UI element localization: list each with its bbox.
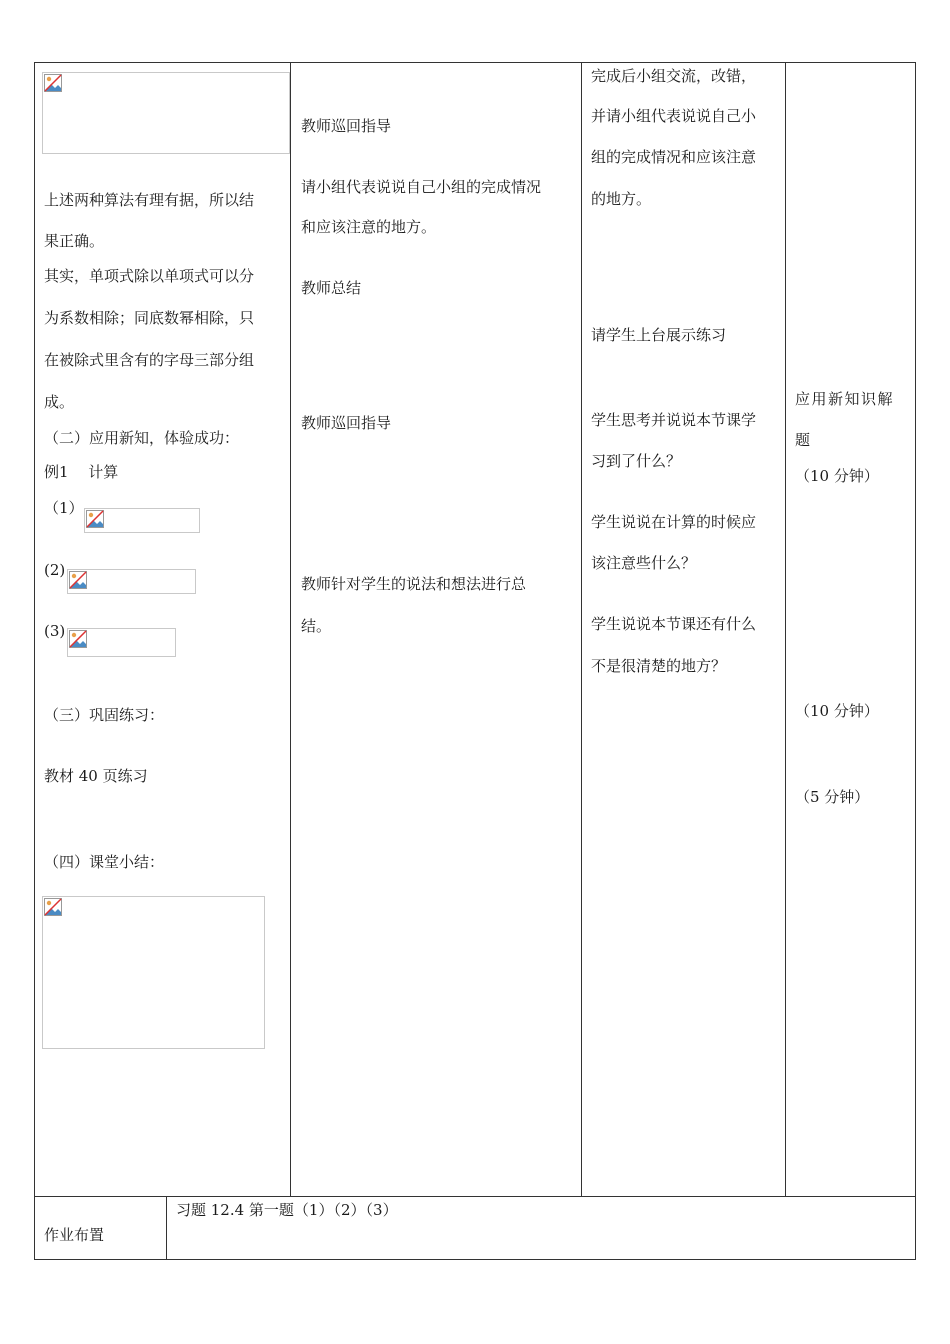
student-activity: 学生说说本节课还有什么 — [591, 615, 757, 633]
teacher-activity: 教师针对学生的说法和想法进行总 — [301, 575, 527, 593]
column-divider-3 — [785, 62, 786, 1197]
formula-image-top — [42, 72, 290, 154]
broken-image-icon — [44, 898, 62, 916]
homework-label: 作业布置 — [44, 1226, 105, 1244]
example-formula-image-2 — [67, 569, 196, 594]
teacher-activity: 教师巡回指导 — [301, 414, 392, 432]
time-allocation: （10 分钟） — [795, 467, 879, 485]
student-activity: 请学生上台展示练习 — [591, 326, 727, 344]
student-activity: 学生思考并说说本节课学 — [591, 411, 757, 429]
section-heading: （四）课堂小结： — [44, 853, 165, 871]
explanation-line: 上述两种算法有理有据，所以结 — [44, 191, 255, 209]
explanation-line: 其实，单项式除以单项式可以分 — [44, 267, 255, 285]
column-divider-1 — [290, 62, 291, 1197]
broken-image-icon — [44, 74, 62, 92]
time-allocation: （10 分钟） — [795, 702, 879, 720]
student-activity: 并请小组代表说说自己小 — [591, 107, 757, 125]
example-title: 例1 计算 — [44, 463, 119, 481]
homework-label-divider — [166, 1196, 167, 1260]
teacher-activity: 和应该注意的地方。 — [301, 218, 437, 236]
student-activity: 学生说说在计算的时候应 — [591, 513, 757, 531]
student-activity: 该注意些什么？ — [591, 554, 697, 572]
example-formula-image-3 — [67, 628, 176, 657]
broken-image-icon — [86, 510, 104, 528]
student-activity: 不是很清楚的地方？ — [591, 657, 727, 675]
example-item-label: (3) — [44, 622, 66, 640]
time-allocation: （5 分钟） — [795, 788, 870, 806]
summary-image — [42, 896, 265, 1049]
student-activity: 的地方。 — [591, 190, 652, 208]
lesson-table — [34, 62, 916, 1260]
practice-text: 教材 40 页练习 — [44, 767, 148, 785]
teacher-activity: 请小组代表说说自己小组的完成情况 — [301, 178, 542, 196]
teacher-activity: 教师总结 — [301, 279, 362, 297]
broken-image-icon — [69, 571, 87, 589]
homework-content: 习题 12.4 第一题（1）（2）（3） — [176, 1201, 398, 1219]
explanation-line: 果正确。 — [44, 232, 105, 250]
section-heading: （三）巩固练习： — [44, 706, 165, 724]
broken-image-icon — [69, 630, 87, 648]
example-item-label: （1） — [44, 499, 84, 517]
example-formula-image-1 — [84, 508, 200, 533]
explanation-line: 成。 — [44, 393, 75, 411]
student-activity: 组的完成情况和应该注意 — [591, 148, 757, 166]
explanation-line: 为系数相除；同底数幂相除，只 — [44, 309, 255, 327]
example-item-label: (2) — [44, 561, 66, 579]
student-activity: 完成后小组交流，改错， — [591, 67, 757, 85]
teacher-activity: 教师巡回指导 — [301, 117, 392, 135]
design-purpose: 题 — [795, 431, 811, 449]
student-activity: 习到了什么？ — [591, 452, 682, 470]
teacher-activity: 结。 — [301, 617, 332, 635]
design-purpose: 应用新知识解 — [795, 390, 895, 408]
section-heading: （二）应用新知，体验成功： — [44, 429, 240, 447]
explanation-line: 在被除式里含有的字母三部分组 — [44, 351, 255, 369]
column-divider-2 — [581, 62, 582, 1197]
